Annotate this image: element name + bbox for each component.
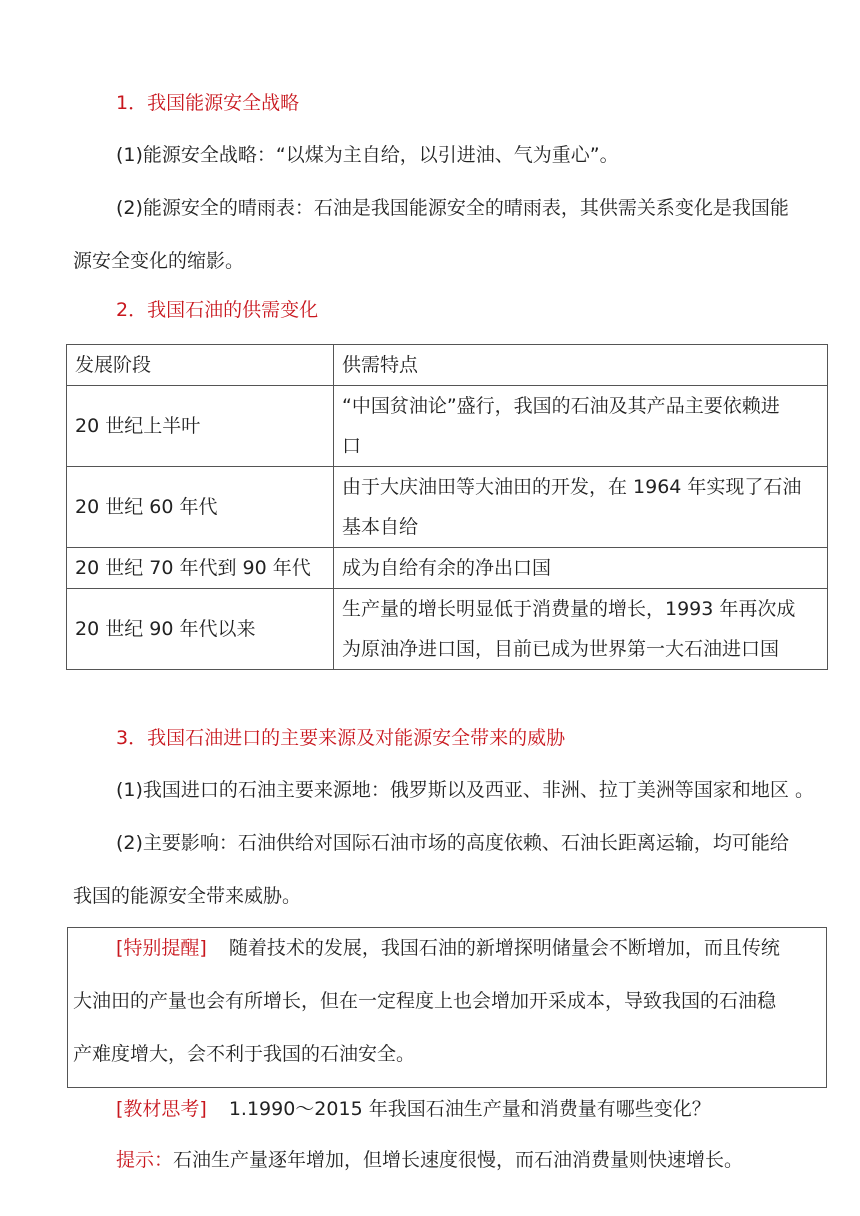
table-header-row [67,345,828,386]
energy-strategy-paragraph: (1)能源安全战略：“以煤为主自给，以引进油、气为重心”。 [116,144,619,166]
table-cell-line: 基本自给 [342,516,419,538]
table-cell-stage: 20 世纪 60 年代 [67,467,334,548]
barometer-paragraph-line-1: (2)能源安全的晴雨表：石油是我国能源安全的晴雨表，其供需关系变化是我国能 [116,197,789,219]
table-cell-line: “中国贫油论”盛行，我国的石油及其产品主要依赖进 [342,395,780,417]
table-cell-stage: 20 世纪 70 年代到 90 年代 [67,548,334,589]
table-cell-line: 口 [342,435,362,457]
impact-paragraph-line-2: 我国的能源安全带来威胁。 [73,885,302,907]
table-cell-feature [334,589,828,670]
impact-paragraph-line-1: (2)主要影响：石油供给对国际石油市场的高度依赖、石油长距离运输，均可能给 [116,832,789,854]
table-cell-line: 成为自给有余的净出口国 [342,557,552,579]
section-2-heading: 2．我国石油的供需变化 [116,299,319,321]
textbook-think-label: [教材思考] [116,1098,207,1120]
textbook-question-line [116,1096,711,1122]
barometer-paragraph-line-2: 源安全变化的缩影。 [73,250,245,272]
table-cell-stage: 20 世纪上半叶 [67,386,334,467]
table-cell-line: 生产量的增长明显低于消费量的增长，1993 年再次成 [342,598,796,620]
table-header-features: 供需特点 [334,345,828,386]
table-row [67,467,828,548]
table-row [67,589,828,670]
reminder-text-1: 随着技术的发展，我国石油的新增探明储量会不断增加，而且传统 [228,937,780,959]
section-1-heading: 1．我国能源安全战略 [116,92,300,114]
table-cell-feature [334,467,828,548]
table-header-stage: 发展阶段 [67,345,334,386]
table-row [67,548,828,589]
import-sources-paragraph: (1)我国进口的石油主要来源地：俄罗斯以及西亚、非洲、拉丁美洲等国家和地区 。 [116,779,814,801]
hint-label: 提示： [116,1149,174,1171]
reminder-line-2: 大油田的产量也会有所增长，但在一定程度上也会增加开采成本，导致我国的石油稳 [73,990,777,1012]
section-3-heading: 3．我国石油进口的主要来源及对能源安全带来的威胁 [116,727,566,749]
table-cell-line: 由于大庆油田等大油田的开发，在 1964 年实现了石油 [342,476,802,498]
hint-line [116,1147,743,1173]
hint-text: 石油生产量逐年增加，但增长速度很慢，而石油消费量则快速增长。 [173,1149,744,1171]
reminder-label: [特别提醒] [116,937,207,959]
reminder-line-3: 产难度增大，会不利于我国的石油安全。 [73,1043,416,1065]
table-row [67,386,828,467]
table-cell-stage: 20 世纪 90 年代以来 [67,589,334,670]
table-cell-feature [334,386,828,467]
supply-demand-table [66,344,828,670]
table-cell-feature [334,548,828,589]
table-cell-line: 为原油净进口国，目前已成为世界第一大石油进口国 [342,638,780,660]
textbook-question: 1.1990～2015 年我国石油生产量和消费量有哪些变化？ [228,1098,711,1120]
reminder-line-1 [116,935,780,961]
